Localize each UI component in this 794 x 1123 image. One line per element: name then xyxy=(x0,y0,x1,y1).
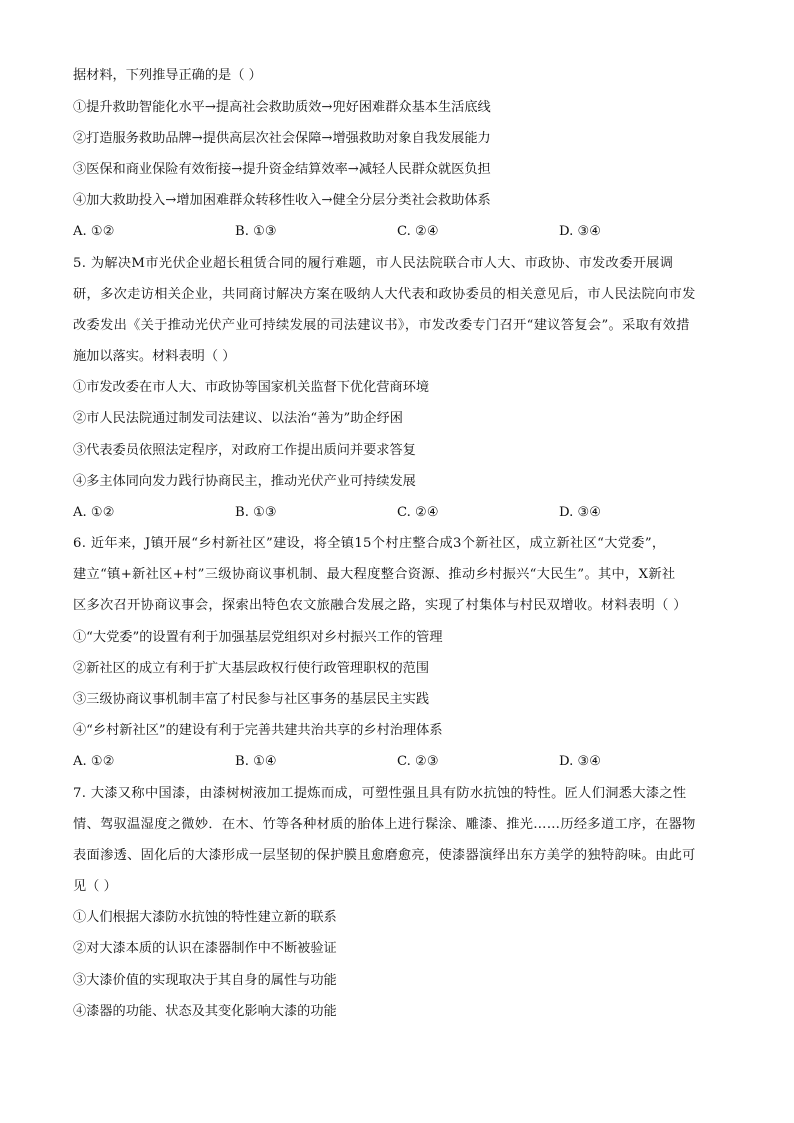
q6-option-c[interactable]: C. ②③ xyxy=(397,754,439,769)
q7-statement-2: ②对大漆本质的认识在漆器制作中不断被验证 xyxy=(73,941,337,956)
q6-stem-line-2: 建立“镇+新社区+村”三级协商议事机制、最大程度整合资源、推动乡村振兴“大民生”。其中，X新社 xyxy=(73,567,676,582)
q4-option-b[interactable]: B. ①③ xyxy=(235,224,277,239)
q4-statement-1: ①提升救助智能化水平→提高社会救助质效→兜好困难群众基本生活底线 xyxy=(73,100,491,115)
q6-options xyxy=(73,752,723,772)
q6-stem-line-3: 区多次召开协商议事会，探索出特色农文旅融合发展之路，实现了村集体与村民双增收。材料表明（ ） xyxy=(73,598,687,613)
q5-statement-3: ③代表委员依照法定程序，对政府工作提出质问并要求答复 xyxy=(73,443,416,458)
q7-stem-line-4: 见（ ） xyxy=(73,879,117,894)
q5-statement-1: ①市发改委在市人大、市政协等国家机关监督下优化营商环境 xyxy=(73,380,430,395)
q6-option-b[interactable]: B. ①④ xyxy=(235,754,277,769)
q6-option-d[interactable]: D. ③④ xyxy=(559,754,602,769)
q7-stem-line-1: 7. 大漆又称中国漆，由漆树树液加工提炼而成，可塑性强且具有防水抗蚀的特性。匠人们洞悉大漆之性 xyxy=(73,786,687,801)
q4-option-d[interactable]: D. ③④ xyxy=(559,224,602,239)
q5-option-b[interactable]: B. ①③ xyxy=(235,505,277,520)
q5-options xyxy=(73,503,723,523)
q6-statement-1: ①“大党委”的设置有利于加强基层党组织对乡村振兴工作的管理 xyxy=(73,630,443,645)
q4-option-c[interactable]: C. ②④ xyxy=(397,224,439,239)
q4-options xyxy=(73,222,723,242)
q5-statement-4: ④多主体同向发力践行协商民主，推动光伏产业可持续发展 xyxy=(73,474,416,489)
q6-option-a[interactable]: A. ①② xyxy=(73,754,115,769)
q6-stem-line-1: 6. 近年来，J镇开展“乡村新社区”建设，将全镇15个村庄整合成3个新社区，成立新社区“大党委”， xyxy=(73,536,666,551)
q4-statement-3: ③医保和商业保险有效衔接→提升资金结算效率→减轻人民群众就医负担 xyxy=(73,162,491,177)
q5-option-a[interactable]: A. ①② xyxy=(73,505,115,520)
q5-statement-2: ②市人民法院通过制发司法建议、以法治“善为”助企纾困 xyxy=(73,411,403,426)
q5-stem-line-4: 施加以落实。材料表明（ ） xyxy=(73,349,236,364)
q6-statement-4: ④“乡村新社区”的建设有利于完善共建共治共享的乡村治理体系 xyxy=(73,723,443,738)
q7-statement-3: ③大漆价值的实现取决于其自身的属性与功能 xyxy=(73,973,337,988)
q5-stem-line-1: 5. 为解决M市光伏企业超长租赁合同的履行难题，市人民法院联合市人大、市政协、市发改委开展调 xyxy=(73,256,674,271)
q7-stem-line-2: 情、驾驭温湿度之微妙．在木、竹等各种材质的胎体上进行髹涂、雕漆、推光……历经多道工序，在器物 xyxy=(73,817,696,832)
q7-statement-1: ①人们根据大漆防水抗蚀的特性建立新的联系 xyxy=(73,910,337,925)
q5-stem-line-2: 研，多次走访相关企业，共同商讨解决方案在吸纳人大代表和政协委员的相关意见后，市人民法院向市发 xyxy=(73,287,696,302)
q7-stem-line-3: 表面渗透、固化后的大漆形成一层坚韧的保护膜且愈磨愈亮，使漆器演绎出东方美学的独特韵味。由此可 xyxy=(73,848,696,863)
q4-option-a[interactable]: A. ①② xyxy=(73,224,115,239)
q5-option-d[interactable]: D. ③④ xyxy=(559,505,602,520)
q4-stem-tail: 据材料，下列推导正确的是（ ） xyxy=(73,68,262,83)
q6-statement-3: ③三级协商议事机制丰富了村民参与社区事务的基层民主实践 xyxy=(73,692,430,707)
q7-statement-4: ④漆器的功能、状态及其变化影响大漆的功能 xyxy=(73,1004,337,1019)
q4-statement-2: ②打造服务救助品牌→提供高层次社会保障→增强救助对象自我发展能力 xyxy=(73,131,491,146)
q4-statement-4: ④加大救助投入→增加困难群众转移性收入→健全分层分类社会救助体系 xyxy=(73,193,491,208)
q6-statement-2: ②新社区的成立有利于扩大基层政权行使行政管理职权的范围 xyxy=(73,661,430,676)
q5-option-c[interactable]: C. ②④ xyxy=(397,505,439,520)
q5-stem-line-3: 改委发出《关于推动光伏产业可持续发展的司法建议书》，市发改委专门召开“建议答复会”。采取有效措 xyxy=(73,318,690,333)
